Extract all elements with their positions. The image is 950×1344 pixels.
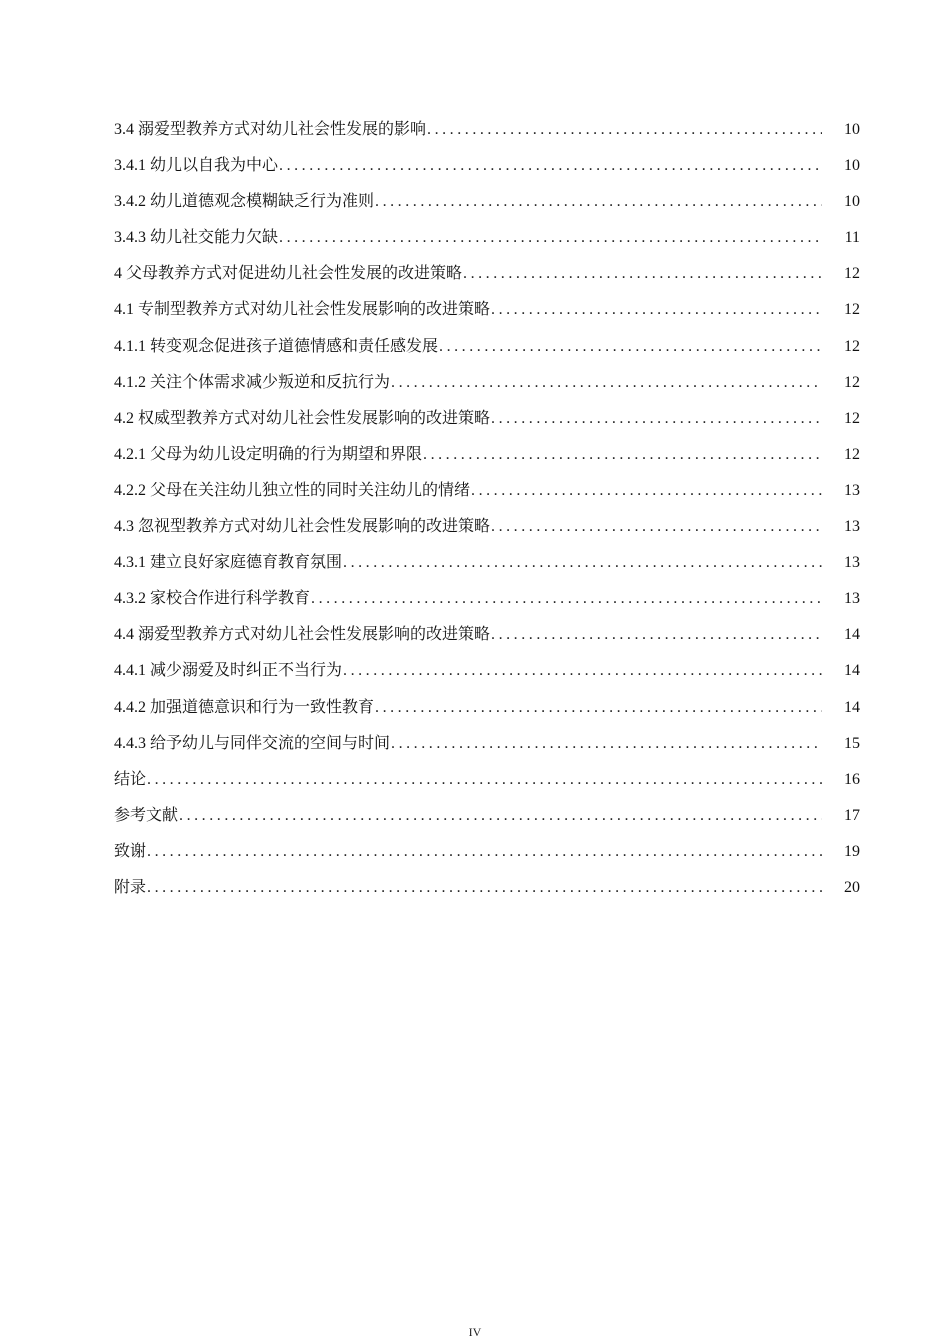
table-of-contents (114, 112, 860, 906)
toc-entry[interactable] (114, 870, 860, 906)
page-number-footer: IV (468, 1325, 482, 1339)
toc-leader-dots (463, 256, 822, 292)
toc-entry-page: 12 (844, 373, 860, 391)
toc-entry-page: 17 (844, 806, 860, 824)
toc-entry[interactable] (114, 653, 860, 689)
toc-leader-dots (471, 473, 822, 509)
toc-entry-title: 4.1.2 关注个体需求减少叛逆和反抗行为 (114, 373, 391, 391)
toc-entry-title: 3.4.3 幼儿社交能力欠缺 (114, 229, 279, 247)
toc-entry[interactable] (114, 798, 860, 834)
toc-entry-page: 13 (844, 554, 860, 572)
toc-entry[interactable] (114, 509, 860, 545)
toc-entry[interactable] (114, 292, 860, 328)
toc-entry-page: 11 (844, 229, 860, 247)
toc-entry-title: 4.4.2 加强道德意识和行为一致性教育 (114, 698, 375, 716)
toc-entry-page: 12 (844, 265, 860, 283)
toc-leader-dots (491, 617, 822, 653)
toc-entry-title: 4.3.2 家校合作进行科学教育 (114, 590, 311, 608)
toc-entry-page: 14 (844, 698, 860, 716)
toc-entry[interactable] (114, 148, 860, 184)
toc-entry[interactable] (114, 581, 860, 617)
toc-entry-title: 附录 (114, 878, 147, 896)
toc-entry-page: 14 (844, 662, 860, 680)
toc-entry-page: 12 (844, 445, 860, 463)
toc-entry[interactable] (114, 329, 860, 365)
toc-entry-title: 4.1.1 转变观念促进孩子道德情感和责任感发展 (114, 337, 439, 355)
toc-entry-title: 结论 (114, 770, 147, 788)
toc-entry-title: 4.1 专制型教养方式对幼儿社会性发展影响的改进策略 (114, 301, 491, 319)
toc-entry[interactable] (114, 726, 860, 762)
toc-entry-page: 13 (844, 518, 860, 536)
toc-entry-page: 20 (844, 878, 860, 896)
toc-entry-title: 4.3.1 建立良好家庭德育教育氛围 (114, 554, 343, 572)
toc-entry-page: 15 (844, 734, 860, 752)
toc-entry[interactable] (114, 617, 860, 653)
toc-entry-title: 4.4.3 给予幼儿与同伴交流的空间与时间 (114, 734, 391, 752)
toc-leader-dots (491, 401, 822, 437)
toc-leader-dots (343, 545, 822, 581)
toc-entry-title: 参考文献 (114, 806, 179, 824)
toc-leader-dots (375, 690, 822, 726)
toc-entry-title: 4.2.1 父母为幼儿设定明确的行为期望和界限 (114, 445, 423, 463)
toc-entry-page: 10 (844, 193, 860, 211)
toc-entry[interactable] (114, 256, 860, 292)
toc-entry-title: 4 父母教养方式对促进幼儿社会性发展的改进策略 (114, 265, 463, 283)
toc-entry-page: 16 (844, 770, 860, 788)
toc-leader-dots (439, 329, 822, 365)
toc-leader-dots (391, 365, 822, 401)
toc-leader-dots (491, 509, 822, 545)
toc-entry[interactable] (114, 437, 860, 473)
toc-entry-page: 19 (844, 842, 860, 860)
toc-entry-title: 3.4.1 幼儿以自我为中心 (114, 157, 279, 175)
toc-leader-dots (179, 798, 822, 834)
toc-leader-dots (375, 184, 822, 220)
toc-entry[interactable] (114, 545, 860, 581)
toc-entry-page: 10 (844, 121, 860, 138)
toc-leader-dots (391, 726, 822, 762)
toc-entry-page: 12 (844, 409, 860, 427)
toc-leader-dots (343, 653, 822, 689)
toc-leader-dots (423, 437, 822, 473)
toc-entry-title: 致谢 (114, 842, 147, 860)
toc-entry[interactable] (114, 690, 860, 726)
toc-entry-title: 4.2 权威型教养方式对幼儿社会性发展影响的改进策略 (114, 409, 491, 427)
toc-leader-dots (147, 834, 822, 870)
toc-entry-page: 10 (844, 157, 860, 175)
toc-entry[interactable] (114, 365, 860, 401)
toc-leader-dots (427, 112, 822, 148)
toc-entry-title: 3.4.2 幼儿道德观念模糊缺乏行为准则 (114, 193, 375, 211)
toc-entry-title: 4.4.1 减少溺爱及时纠正不当行为 (114, 662, 343, 680)
toc-leader-dots (279, 220, 822, 256)
toc-entry-page: 13 (844, 590, 860, 608)
toc-leader-dots (491, 292, 822, 328)
toc-entry-title: 4.2.2 父母在关注幼儿独立性的同时关注幼儿的情绪 (114, 481, 471, 499)
toc-entry[interactable] (114, 834, 860, 870)
toc-entry-page: 13 (844, 481, 860, 499)
toc-entry-title: 3.4 溺爱型教养方式对幼儿社会性发展的影响 (114, 121, 427, 138)
toc-entry[interactable] (114, 762, 860, 798)
toc-leader-dots (279, 148, 822, 184)
toc-leader-dots (147, 870, 822, 906)
toc-entry[interactable] (114, 473, 860, 509)
toc-entry-title: 4.3 忽视型教养方式对幼儿社会性发展影响的改进策略 (114, 518, 491, 536)
toc-entry[interactable] (114, 401, 860, 437)
toc-entry[interactable] (114, 220, 860, 256)
toc-entry-page: 14 (844, 626, 860, 644)
toc-entry-title: 4.4 溺爱型教养方式对幼儿社会性发展影响的改进策略 (114, 626, 491, 644)
toc-entry-page: 12 (844, 301, 860, 319)
toc-entry-page: 12 (844, 337, 860, 355)
toc-leader-dots (311, 581, 822, 617)
toc-entry[interactable] (114, 184, 860, 220)
toc-entry[interactable] (114, 112, 860, 148)
toc-leader-dots (147, 762, 822, 798)
